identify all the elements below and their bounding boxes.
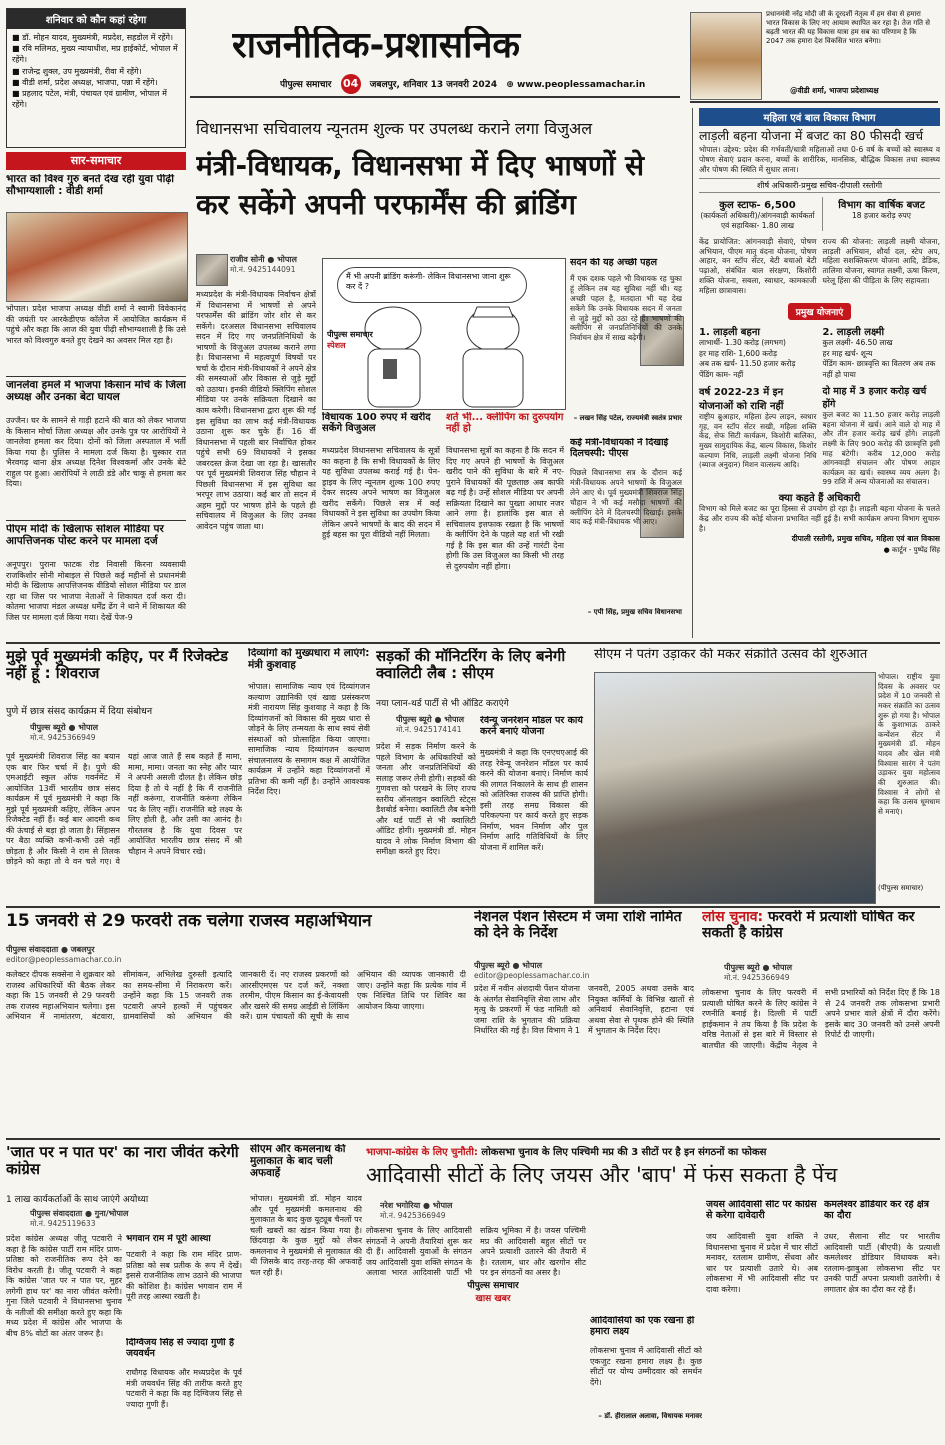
news3-body: अनूपपुर। पुराना फाटक रोड निवासी किरना व्यवसायी राजकिशोर सोनी मोबाइल से पिछले कई महीनों से प्रधानमंत्री मोदी के खिलाफ आपत्तिजनक वीडियो सोशल मीडिया पर डाल रहा था जिस पर भाजपा नेताओं ने शिकायत दर्ज करा दी। कोतमा भाजपा मंडल अध्यक्ष धर्मेंद्र ढेंग ने थाने में शिकायत की जिस पर मामला दर्ज किया गया। देखें पेज-9 (6, 560, 186, 622)
budget-box: विभाग का वार्षिक बजट 18 हजार करोड़ रुपए (822, 197, 940, 231)
section-title-text: राजनीतिक-प्रशासनिक (232, 26, 521, 66)
news1-photo (6, 212, 188, 302)
adivasi-head: आदिवासी सीटों के लिए जयस और 'बाप' में फंस सकता है पेंच (366, 1164, 838, 1187)
road-byline: पीपुल्स ब्यूरो ● भोपाल मो.नं. 9425174141 (396, 715, 465, 734)
revenue-head: रेवेन्यू जनरेशन मॉडल पर कार्य करने बनाएं योजना (480, 716, 583, 737)
pension-body: प्रदेश में नवीन अंशदायी पेंशन योजना के अंतर्गत सेवानिवृत्ति सेवा लाभ और मृत्यु के प्रकरणों में फंड नामिती को जमा राशि के भुगतान की प्रक्रिया निर्धारित की गई है। वित्त विभाग ने 1 जनवरी, 2005 अथवा उसके बाद नियुक्त कर्मियों के विभिन्न खातों से अनिवार्य सेवानिवृत्ति, हटाना एवं अथवा सेवा से पृथक होने की स्थिति में भुगतान के निर्देश दिए। (474, 984, 694, 1036)
rajasv-byline: पीपुल्स संवाददाता ● जबलपुर editor@peoplessamachar.co.in (6, 945, 122, 964)
ram-head: भगवान राम में पूरी आस्था (126, 1234, 211, 1244)
wcd-schemes (699, 237, 940, 296)
shart-head: शर्त भी... क्लीपिंग का दुरुपयोग नहीं हो (446, 412, 564, 435)
loksabha-byline: पीपुल्स ब्यूरो ● भोपाल मो.नं. 9425366949 (724, 963, 793, 982)
kamal-head: सीएम और कमलनाथ की मुलाकात के बाद चली अफवाहें (250, 1144, 346, 1179)
schedule-title: शनिवार को कौन कहां रहेगा (7, 9, 185, 29)
major-schemes-pill: प्रमुख योजनाएं (788, 303, 852, 320)
digvijay-head: दिग्विजय सिंह से ज्यादा गुणी हैं जयवर्धन (126, 1338, 234, 1359)
shivraj-body: पूर्व मुख्यमंत्री शिवराज सिंह का बयान एक बार फिर चर्चा में है। पुणे की एमआईटी स्कूल ऑफ गवर्नमेंट में आयोजित 13वीं भारतीय छात्र संसद कार्यक्रम में पूर्व मुख्यमंत्री ने कहा कि मुझे पूर्व मुख्यमंत्री कहिए, लेकिन अपन रिजेक्टेड नहीं हैं। कई बार आदमी कथ की ऊंचाई से बड़ा हो जाता है। सिंहासन पर बैठा व्यक्ति कभी-कभी उसे नहीं छोड़ता है और किसी ने राम से तिलक छोड़ने को कहा तो वे वन चले गए। वे यहां आज जाते हैं सब कहते हैं मामा, मामा, मामा। जनता का स्नेह और प्यार ने अपनी असली दौलत है। लेकिन छोड़ दिया है तो ये नहीं है कि मैं राजनीति नहीं करूंगा, राजनीति करूंगा लेकिन पद के लिए नहीं। राजनीति बड़े लक्ष्य के लिए होती है, और उसी का आनंद है। गौरतलब है कि युवा दिवस पर आयोजित भारतीय छात्र संसद में श्री चौहान ने अपने विचार रखे। (6, 752, 242, 867)
revenue-body: मुख्यमंत्री ने कहा कि एनएचएआई की तरह रेवेन्यू जनरेशन मॉडल पर कार्य करने की योजना बनाएं। निर्माण कार्य की लागत निकालने के साथ ही शासन को अतिरिक्त राजस्व की प्राप्ति होगी। इसी तरह समग्र विकास की परिकल्पना पर कार्य करते हुए सड़क निर्माण, भवन निर्माण और पुल निर्माण आदि गतिविधियों के लिए योजना में शामिल करें। (480, 748, 588, 852)
row1-divider (6, 642, 940, 644)
website-link[interactable]: www.peoplessamachar.in (516, 80, 646, 90)
wcd-officer: शीर्ष अधिकारी-प्रमुख सचिव-दीपाली रस्तोगी (699, 178, 940, 193)
news3-head: पीएम मोदी के खिलाफ सोशल मीडिया पर आपत्तिजनक पोस्ट करने पर मामला दर्ज (6, 524, 164, 547)
staff-box: कुल स्टाफ- 6,500 (कार्यकर्ता अधिकारी)/आंगनवाड़ी कार्यकर्ता एवं सहायिका- 1.80 लाख (700, 199, 815, 230)
shivraj-sub: पुणे में छात्र संसद कार्यक्रम में दिया संबोधन (6, 706, 153, 717)
ladli-bahna-box: 1. लाड़ली बहना लाभार्थी- 1.30 करोड़ (लगभग) हर माह राशि- 1,600 करोड़ अब तक खर्च- 11.50 हजार करोड़ पेंडिंग काम- नहीं वर्ष 2022-23 में इन योजनाओं को राशि नहीं राष्ट्रीय ब्रुआहार, महिला हेल्प लाइन, स्वधार गृह, वन स्टॉप सेंटर सखी, महिला शक्ति केंद्र, सेफ सिटी कार्यक्रम, किशोरी बालिका, मुख्य सामुदायिक केंद्र, बाल्य विकास, किशोर कल्याण निधि, लाड़ली लक्ष्मी योजना निधि (ब्याज अनुदान) मिशन वात्सल्य आदि। (699, 327, 817, 470)
page-number: 04 (341, 74, 361, 94)
wcd-panel (692, 108, 940, 638)
kite-body: भोपाल। राष्ट्रीय युवा दिवस के अवसर पर प्रदेश में 10 जनवरी से मकर संक्रांति का उत्सव शुरू हो गया है। भोपाल के कुशाभाऊ ठाकरे कन्वेंशन सेंटर में मुख्यमंत्री डॉ. मोहन यादव और खेल मंत्री विश्वास सारंग ने पतंग उड़ाकर युवा महोत्सव की शुरुआत की। विश्वास ने लोगों से कहा कि उत्सव धूमधाम से मनाएं। (878, 672, 940, 816)
box-head: विधायक 100 रुपए में खरीद सकेंगे विजुअल (322, 412, 431, 435)
kamal-body: भोपाल। मुख्यमंत्री डॉ. मोहन यादव और पूर्व मुख्यमंत्री कमलनाथ की मुलाकात के बाद कुछ यूट्यूब चैनलों पर चली खबरों का खंडन किया गया है। छिंदवाड़ा के कुछ मुद्दों को लेकर कमलनाथ ने मुख्यमंत्री से मुलाकात की थी जिसके बाद तरह-तरह की अफवाहें चल रही हैं। (250, 1194, 362, 1277)
masthead-rule (190, 96, 680, 98)
kite-photo (594, 672, 876, 904)
kai-sign: – एपी सिंह, प्रमुख सचिव विधानसभा (587, 608, 682, 616)
pill-wrap (699, 300, 940, 320)
shivraj-head: मुझे पूर्व मुख्यमंत्री कहिए, पर मैं रिजेक्टेड नहीं हूं : शिवराज (6, 648, 228, 682)
adivasi-tag: पीपुल्स समाचार खास खबर (467, 1281, 519, 1304)
rajasv-head: 15 जनवरी से 29 फरवरी तक चलेगा राजस्व महाअभियान (6, 912, 372, 931)
divider (6, 376, 186, 377)
wcd-headline: लाड़ली बहना योजना में बजट का 80 फीसदी खर्च (699, 128, 924, 143)
ram-body: पटवारी ने कहा कि राम मंदिर प्राण-प्रतिष्ठा को सब प्रतीक के रूप में देखें। इससे राजनीतिक लाभ उठाने की भाजपा की कोशिश है। कांग्रेस भगवान राम में पूरी तरह आस्था रखती है। (126, 1250, 242, 1302)
box-body: मध्यप्रदेश विधानसभा सचिवालय के सूत्रों का कहना है कि सभी विधायकों के लिए यह सुविधा उपलब्ध कराई गई है। पेन-ड्राइव के लिए न्यूनतम शुल्क 100 रुपए देकर सदस्य अपने भाषण का विजुअल खरीद सकेंगे। पिछले सत्र में कई विधायकों ने इस सुविधा का उपयोग किया लेकिन अपने भाषणों के बाद की सदन में हुई बहस का पूरा वीडियो नहीं मिलता। (322, 446, 440, 540)
sadan-body: मैं एक दशक पहले भी विधायक रह चुका हूं लेकिन तब यह सुविधा नहीं थी। यह अच्छी पहल है, मतदाता भी यह देख सकेंगे कि उनके विधायक सदन में जनता से जुड़े मुद्दों को उठा रहे हैं। भाषणों की क्लीपिंग से जनप्रतिनिधियों की उनके निर्वाचन क्षेत्र में साख बढ़ेगी। (570, 274, 682, 343)
wcd-intro: भोपाल। उद्देश्य: प्रदेश की गर्भवती/धात्री महिलाओं तथा 0-6 वर्ष के बच्चों को स्वास्थ्य व पोषण सेवाएं प्रदान करना, बच्चों के शारीरिक, मानसिक, बौद्धिक विकास तथा स्वास्थ्य और पोषण की स्थिति में सुधार लाना। (699, 145, 940, 174)
road-sub: नया प्लान-थर्ड पार्टी से भी ऑडिट कराएंगे (376, 699, 509, 709)
main-headline: मंत्री-विधायक, विधानसभा में दिए भाषणों से कर सकेंगे अपनी परफार्मेंस की ब्रांडिंग (196, 149, 645, 222)
news1-body: भोपाल। प्रदेश भाजपा अध्यक्ष वीडी शर्मा ने स्वामी विवेकानंद की जयंती पर आरकेडीएफ कॉलेज में आयोजित कार्यक्रम में पहुंचे और कहा कि आज की युवा पीढ़ी सौभाग्यशाली है कि उसे भारत को विश्वगुरु बनते हुए देखने का अवसर मिल रहा है। (6, 304, 186, 345)
jayas-head: जयस आदिवासी सीट पर कांग्रेस से करेगा दावेदारी (706, 1200, 817, 1221)
dateline-bar (280, 74, 680, 94)
jaat-head: 'जात पर न पात पर' का नारा जीवंत करेगी कांग्रेस (6, 1144, 239, 1178)
news2-body: उज्जैन। घर के सामने से गाड़ी हटाने की बात को लेकर भाजपा के किसान मोर्चा जिला अध्यक्ष और उनके पुत्र पर आरोपियों ने जानलेवा हमला कर दिया। दोनों को जिला अस्पताल में भर्ती किया गया है। पुलिस ने मामला दर्ज किया है। घुस्कार रात भैरवगढ़ थाना क्षेत्र अध्यक्ष दिनेश विश्वकर्मा और उनके बेटे राहुल पर हुआ। आरोपियों ने लाठी डंडे और चाकू से हमला कर दिया। (6, 416, 186, 489)
list-item: ■ वीडी शर्मा, प्रदेश अध्यक्ष, भाजपा, पन्ना में रहेंगे। (12, 77, 158, 87)
kamlesh-body: उधर, सैलाना सीट पर भारतीय आदिवासी पार्टी (बीएपी) के प्रत्याशी कमलेश्वर डोडियार विधायक बने। रतलाम-झाबुआ लोकसभा सीट पर उनकी पार्टी अपना प्रत्याशी उतारेगी। वे लगातार क्षेत्र का दौरा कर रहे हैं। (824, 1232, 940, 1294)
row3-divider (6, 1138, 940, 1140)
sadan-sign: – लखन सिंह पटेल, राज्यमंत्री स्वतंत्र प्रभार (573, 414, 682, 422)
top-ad (690, 8, 938, 103)
ladli-grid (699, 324, 940, 487)
kite-head: सीएम ने पतंग उड़ाकर की मकर संक्रांति उत्सव की शुरुआत (594, 648, 868, 662)
state-schemes: राज्य की योजना: लाड़ली लक्ष्मी योजना, लाड़ली अभियान, शौर्या दल, स्टेप अप, महिला सशक्तिकरण योजना आदि, डेडिक, तालिमा योजना, स्वागत लक्ष्मी, ऊषा किरण, घरेलू हिंसा की पीड़िता के लिए सहायता। (822, 236, 940, 286)
sadan-head: सदन की यह अच्छी पहल (570, 258, 658, 268)
kai-body: पिछले विधानसभा सत्र के दौरान कई मंत्री-विधायक अपने भाषणों के विजुअल लेने आए थे। पूर्व मुख्यमंत्री शिवराज सिंह चौहान ने भी कई मसौदा भाषणों की क्लीपिंग देने में दिलचस्पी दिखाई। इसके बाद कई मंत्री-विधायक भी आए। (570, 468, 682, 527)
digvijay-body: राघौगढ़ विधायक और मध्यप्रदेश के पूर्व मंत्री जयवर्धन सिंह की तारीफ करते हुए पटवारी ने कहा कि वह दिग्विजय सिंह से ज्यादा गुणी हैं। (126, 1368, 242, 1409)
adivasi-byline: नरेश भगोरिया ● भोपाल मो.नं. 9425366949 (380, 1201, 453, 1220)
ladli-laxmi-box: 2. लाड़ली लक्ष्मी कुल लक्ष्मी- 46.50 लाख हर माह खर्च- शून्य पेंडिंग काम- छात्रवृत्ति का वितरण अब तक नहीं हो पाया दो माह में 3 हजार करोड़ खर्च होंगे कुल बजट का 11.50 हजार करोड़ लाड़ली बहना योजना में खर्च। आने वाले दो माह में और तीन हजार करोड़ खर्च होंगे। लाड़ली लक्ष्मी के लिए 900 करोड़ की छात्रवृत्ति इसी माह बंटेगी। करीब 12,000 करोड़ आंगनवाड़ी संचालन और पोषण आहार कार्यक्रम का खर्च। स्वास्थ्य व्यय अलग है। 99 राशि में अन्य योजनाओं का संचालन। (822, 327, 940, 487)
jaat-byline: पीपुल्स संवाददाता ● गुना/भोपाल मो.नं. 9425119633 (30, 1209, 129, 1228)
jaat-body: प्रदेश कांग्रेस अध्यक्ष जीतू पटवारी ने कहा है कि कांग्रेस पार्टी राम मंदिर प्राण-प्रतिष्ठा को राजनीतिक रूप देने का विरोध करती है। जीतू पटवारी ने कहा कि कांग्रेस 'जात पर न पात पर, मुहर लगेगी हाथ पर' का नारा जीवंत करेगी। गुना जिले पटवारी ने विधानसभा चुनाव के नतीजों की समीक्षा करते हुए कहा कि मध्य प्रदेश में कांग्रेस और भाजपा के बीच 8% वोटों का अंतर जरूर है। (6, 1234, 122, 1338)
ad-quote: प्रधानमंत्री नरेंद्र मोदी जी के दूरदर्शी नेतृत्व में हम सेवा से हमारा भारत विकास के लिए नए आयाम स्थापित कर रहा है। तेज गति से बढ़ती भारत की यह विकास यात्रा हम सब का परिणाम है कि 2047 तक हमारा देश विकसित भारत बनेगा। (766, 10, 930, 46)
row2-divider (6, 906, 940, 908)
list-item: ■ राजेन्द्र शुक्ल, उप मुख्यमंत्री, रीवा में रहेंगे। (12, 66, 142, 76)
shart-body: विधानसभा सूत्रों का कहना है कि सदन में दिए गए अपने ही भाषणों के विजुअल खरीद पाने की सुविधा के बारे में नए-पुराने विधायकों की पूछताछ अब काफी बढ़ गई है। उन्हें सोशल मीडिया पर अपनी सक्रियता दिखाने का पुख्ता आधार नजर आने लगा है। हालांकि इस बात से सचिवालय इत्तफाक रखता है कि भाषणों के क्लीपिंग देने के पहले यह शर्त भी रखी गई है कि इस बात की उन्हें गारंटी देना होगी कि उस विजुअल का किसी भी तरह से दुरुपयोग नहीं होगा। (446, 446, 564, 572)
jayas-body: जय आदिवासी युवा शक्ति ने विधानसभा चुनाव में प्रदेश में चार सीटों मनावर, रतलाम ग्रामीण, सेंधवा और धार पर प्रत्याशी उतारे थे। अब लोकसभा में भी आदिवासी सीट पर दावा करेगा। (706, 1232, 818, 1294)
road-head: सड़कों की मॉनिटरिंग के लिए बनेगी क्वालिटी लैब : सीएम (376, 648, 566, 682)
rajasv-body: कलेक्टर दीपक सक्सेना ने शुक्रवार को राजस्व अधिकारियों की बैठक लेकर कहा कि 15 जनवरी से 29 फरवरी तक राजस्व महाअभियान चलेगा। इस अभियान में नामांतरण, बंटवारा, सीमांकन, अभिलेख दुरुस्ती इत्यादि का समय-सीमा में निराकरण करें। उन्होंने कहा कि 15 जनवरी तक पटवारी अपने हल्कों में पहुंचकर ग्रामवासियों को अभियान की जानकारी दें। नए राजस्व प्रकरणों को आरसीएमएस पर दर्ज करें, नक्शा तरमीम, पीएम किसान का ई-केवायसी और खसरे की समग्र आईडी से लिंकिंग करें। ग्राम पंचायतों की सूची के साथ अभियान की व्यापक जानकारी दी जाए। उन्होंने कहा कि प्रत्येक गांव में एक निश्चित तिथि पर शिविर का आयोजन किया जाएगा। (6, 970, 466, 1022)
kya-sign: दीपाली रस्तोगी, प्रमुख सचिव, महिला एवं बाल विकास (791, 533, 940, 543)
wcd-stats (699, 197, 940, 231)
website-icon: ⊕ (506, 80, 514, 90)
sanskriti-head: आदिवासियों को एक रखना ही हमारा लक्ष्य (590, 1316, 695, 1337)
pension-byline: पीपुल्स ब्यूरो ● भोपाल editor@peoplessamachar.co.in (474, 961, 590, 980)
cartoon-label: पीपुल्स समाचार स्पेशल (327, 330, 373, 350)
shivraj-byline: पीपुल्स ब्यूरो ● भोपाल मो.नं. 9425366949 (30, 723, 99, 742)
kite-credit: (पीपुल्स समाचार) (878, 884, 924, 892)
divider (6, 520, 186, 521)
brand-name: पीपुल्स समाचार (280, 80, 332, 90)
schedule-box (6, 8, 186, 148)
kya-head: क्या कहते हैं अधिकारी (778, 493, 861, 505)
wcd-band: महिला एवं बाल विकास विभाग (699, 108, 940, 126)
list-item: ■ रवि मलिमठ, मुख्य न्यायाधीश, मप्र हाईकोर्ट, भोपाल में रहेंगे। (12, 44, 178, 65)
kai-head: कई मंत्री-विधायकों ने दिखाई दिलचस्पी: पीएस (570, 438, 669, 459)
dateline: जबलपुर, शनिवार 13 जनवरी 2024 (369, 80, 498, 90)
main-kicker: विधानसभा सचिवालय न्यूनतम शुल्क पर उपलब्ध कराने लगा विजुअल (196, 120, 593, 138)
reporter-photo (196, 254, 228, 286)
kya-body: विभाग को मिले बजट का पूरा हिस्सा से उपयोग हो रहा है। लाड़ली बहना योजना के चलते केंद्र और राज्य की कोई योजना प्रभावित नहीं हुई है। सभी कार्यक्रम अपना विभाग सुचारू है। (699, 504, 940, 533)
section-title (232, 26, 612, 72)
adivasi-kicker: भाजपा-कांग्रेस के लिए चुनौती: लोकसभा चुनाव के लिए पश्चिमी मप्र की 3 सीटों पर है इन संगठनों का फोकस (366, 1147, 767, 1158)
loksabha-body: लोकसभा चुनाव के लिए फरवरी में प्रत्याशी घोषित करने के लिए कांग्रेस ने रणनीति बनाई है। दिल्ली में पार्टी हाईकमान ने तय किया है कि प्रदेश के वरिष्ठ नेताओं से इस बारे में विस्तार से बातचीत की जाएगी। केंद्रीय नेतृत्व ने सभी प्रभारियों को निर्देश दिए हैं कि 18 से 24 जनवरी तक लोकसभा प्रभारी अपने प्रभार वाले क्षेत्रों में दौरा करेंगे। इसके बाद 30 जनवरी को उनसे अपनी रिपोर्ट दी जाएगी। (702, 988, 940, 1050)
news1-head: भारत को विश्व गुरु बनते देख रही युवा पीढ़ी सौभाग्यशाली : वीडी शर्मा (6, 174, 174, 197)
jaat-sub: 1 लाख कार्यकर्ताओं के साथ जाएंगे अयोध्या (6, 1195, 149, 1205)
ad-signature: @वीडी शर्मा, भाजपा प्रदेशाध्यक्ष (790, 86, 879, 95)
leader-photo (690, 12, 762, 100)
saar-samachar-band: सार-समाचार (6, 152, 186, 170)
cartoon-bubble: मैं भी अपनी ब्रांडिंग करूंगी- लेकिन विधानसभा जाना शुरू कर दें ? (337, 267, 527, 303)
central-schemes: केंद्र प्रायोजित: आंगनवाड़ी सेवाएं, पोषण अभियान, पीएम मातृ वंदना योजना, पोषण आहार, वन स्टॉप सेंटर, बेटी बचाओ बेटी पढ़ाओ, संबंधित बाल संरक्षण, किशोरी शक्ति योजना, सबला, स्वाधार, कामकाजी महिला छात्रावास। (699, 236, 817, 296)
road-body: प्रदेश में सड़क निर्माण करने के पहले विभाग के अधिकारियों को जनता और जनप्रतिनिधियों की सलाह जरूर लेनी होगी। सड़कों की गुणवत्ता को परखने के लिए राज्य स्तरीय ऑनलाइन क्वालिटी स्टेट्स डैशबोर्ड बनेगा। क्वालिटी लैब बनेगी और थर्ड पार्टी से भी क्वालिटी ऑडिट होगी। मुख्यमंत्री डॉ. मोहन यादव ने लोक निर्माण विभाग की समीक्षा करते हुए दिए। (376, 742, 476, 857)
adivasi-body: लोकसभा चुनाव के लिए आदिवासी संगठनों ने अपनी तैयारियां शुरू कर दी हैं। आदिवासी युवाओं के संगठन जय आदिवासी युवा शक्ति संगठन के अलावा भारत आदिवासी पार्टी भी सक्रिय भूमिका में है। जयस पश्चिमी मप्र की आदिवासी बहुल सीटों पर अपने प्रत्याशी उतारने की तैयारी में है। रतलाम, धार और खरगोन सीट पर इन संगठनों का असर है। (366, 1226, 586, 1278)
pension-head: नेशनल पेंशन सिस्टम में जमा राशि नामित को देने के निर्देश (474, 910, 682, 941)
sanskriti-body: लोकसभा चुनाव में आदिवासी सीटों को एकजुट रखना हमारा लक्ष्य है। कुछ सीटों पर योग्य उम्मीदवार को समर्थन देंगे। (590, 1346, 702, 1387)
list-item: ■ डॉ. मोहन यादव, मुख्यमंत्री, मप्रदेश, सहडोल में रहेंगे। (12, 33, 174, 42)
divyang-body: भोपाल। सामाजिक न्याय एवं दिव्यांगजन कल्याण उद्यानिकी एवं खाद्य प्रसंस्करण मंत्री नारायण सिंह कुशवाह ने कहा है कि दिव्यांगजनों को विकास की मुख्य धारा से जोड़ने के लिए तन्मयता के साथ स्वयं सेवी संस्थाओं को प्रोत्साहित किया जाएगा। सामाजिक न्याय दिव्यांगजन कल्याण संचालनालय के समागम कक्ष में आयोजित कार्यक्रम में उन्होंने कहा दिव्यांगजनों में प्रतिभा की कमी नहीं है। उन्होंने आवश्यक निर्देश दिए। (248, 682, 370, 797)
main-body-col1: मध्यप्रदेश के मंत्री-विधायक निर्वाचन क्षेत्रों में विधानसभा में भाषणों से अपने परफार्मेंस की ब्रांडिंग जोर शोर से कर सकेंगे। दरअसल विधानसभा सचिवालय सदन में दिए गए जनप्रतिनिधियों के भाषणों के विजुअल उपलब्ध कराने लगा है। विधानसभा में महत्वपूर्ण विषयों पर चर्चा के दौरान मंत्री-विधायकों ने अपने क्षेत्र की समस्याओं और विकास से जुड़े मुद्दों को उठाया। इनकी वीडियो क्लिपिंग सोशल मीडिया पर उनके सक्रियता दिखाने का काम करेगी। विधानसभा द्वारा शुरू की गई इस सुविधा का लाभ कई मंत्री-विधायक उठाना शुरू कर चुके हैं। 16 वीं विधानसभा में पहली बार निर्वाचित होकर पहुंचे सभी 69 विधायकों ने इसका जबरदस्त क्रेज देखा जा रहा है। खासतौर पर पूर्व मुख्यमंत्री शिवराज सिंह चौहान ने पिछली विधानसभा में इस सुविधा का भरपूर लाभ उठाया। कई बार तो सदन में अहम मुद्दों पर भाषण होने के पहले ही सचिवालय में विजुअल के लिए उनका आवेदन पहुंच जाता था। (196, 290, 316, 532)
main-byline: राजीव सोनी ● भोपाल मो.नं. 9425144091 (230, 255, 297, 274)
cartoon-credit: ● कार्टून - पुष्पेंद्र सिंह (883, 545, 940, 554)
cartoon (322, 258, 566, 410)
loksabha-head: लोस चुनाव: फरवरी में प्रत्याशी घोषित कर सकती है कांग्रेस (702, 910, 915, 941)
schedule-list (7, 29, 185, 113)
sanskriti-sign: – डॉ. हीरालाल अलावा, विधायक मनावर (598, 1412, 702, 1420)
news2-head: जानलेवा हमले में भाजपा किसान मोर्चे के जिला अध्यक्ष और उनका बेटा घायल (6, 380, 186, 403)
divyang-head: दिव्यांगों को मुख्यधारा में लाएंगे: मंत्री कुशवाह (248, 648, 370, 671)
kamlesh-head: कमलेश्वर डोडियार कर रहे क्षेत्र का दौरा (824, 1200, 929, 1221)
list-item: ■ प्रहलाद पटेल, मंत्री, पंचायत एवं ग्रामीण, भोपाल में रहेंगे। (12, 88, 167, 110)
